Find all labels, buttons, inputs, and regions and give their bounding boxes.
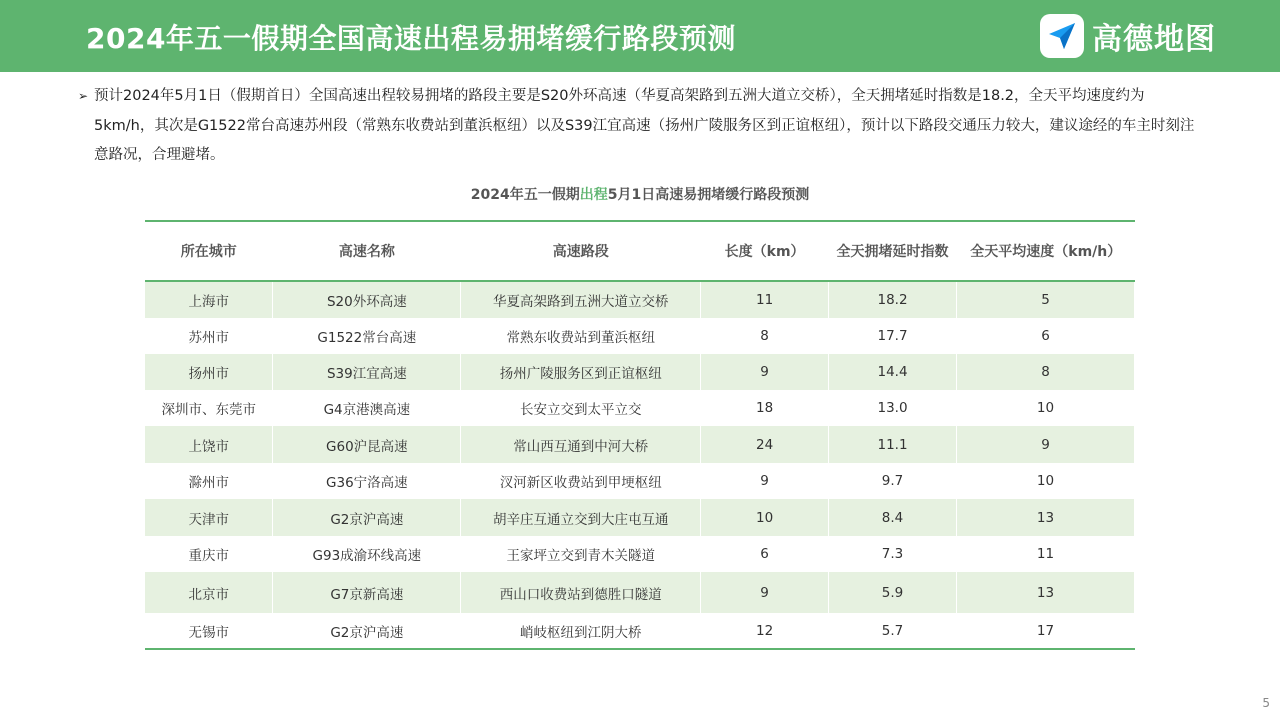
- table-row: [145, 463, 1135, 499]
- table-cell: 11: [957, 536, 1135, 572]
- table-cell: 滁州市: [145, 463, 273, 499]
- column-header: 全天平均速度（km/h）: [957, 221, 1135, 281]
- page-number: 5: [1262, 696, 1270, 710]
- table-header-row: [145, 221, 1135, 281]
- table-row: [145, 613, 1135, 649]
- table-cell: 12: [701, 613, 829, 649]
- table-cell: 9: [701, 572, 829, 613]
- column-header: 高速路段: [461, 221, 701, 281]
- table-cell: 24: [701, 426, 829, 463]
- navigation-arrow-icon: [1040, 14, 1084, 58]
- column-header: 全天拥堵延时指数: [829, 221, 957, 281]
- table-row: [145, 499, 1135, 536]
- table-cell: 14.4: [829, 354, 957, 390]
- table-cell: 北京市: [145, 572, 273, 613]
- table-cell: G93成渝环线高速: [273, 536, 461, 572]
- table-cell: 8: [701, 318, 829, 354]
- table-cell: 10: [701, 499, 829, 536]
- table-title-prefix: 2024年五一假期: [470, 187, 580, 203]
- table-row: [145, 354, 1135, 390]
- table-cell: 上饶市: [145, 426, 273, 463]
- table-cell: 13.0: [829, 390, 957, 426]
- table-cell: 扬州市: [145, 354, 273, 390]
- table-cell: 10: [957, 463, 1135, 499]
- table-cell: 6: [701, 536, 829, 572]
- column-header: 长度（km）: [701, 221, 829, 281]
- table-row: [145, 281, 1135, 318]
- table-cell: 无锡市: [145, 613, 273, 649]
- table-cell: 5.9: [829, 572, 957, 613]
- bullet-arrow-icon: ➢: [78, 89, 89, 103]
- table-row: [145, 536, 1135, 572]
- table-cell: 5.7: [829, 613, 957, 649]
- table-cell: 常熟东收费站到董浜枢纽: [461, 318, 701, 354]
- table-cell: 8.4: [829, 499, 957, 536]
- table-cell: 10: [957, 390, 1135, 426]
- table-cell: G4京港澳高速: [273, 390, 461, 426]
- logo-text: 高德地图: [1092, 22, 1216, 57]
- table-cell: G36宁洛高速: [273, 463, 461, 499]
- table-row: [145, 572, 1135, 613]
- page-title: 2024年五一假期全国高速出程易拥堵缓行路段预测: [86, 22, 736, 55]
- header-bar: [0, 0, 1280, 72]
- table-cell: G2京沪高速: [273, 499, 461, 536]
- summary-bullet: [78, 82, 1198, 171]
- table-cell: 17: [957, 613, 1135, 649]
- table-cell: 苏州市: [145, 318, 273, 354]
- table-cell: 9: [701, 354, 829, 390]
- table-cell: G60沪昆高速: [273, 426, 461, 463]
- table-cell: 13: [957, 572, 1135, 613]
- table-row: [145, 390, 1135, 426]
- table-title-highlight: 出程: [579, 187, 608, 203]
- table-cell: 西山口收费站到德胜口隧道: [461, 572, 701, 613]
- table-cell: 胡辛庄互通立交到大庄屯互通: [461, 499, 701, 536]
- table-cell: S39江宜高速: [273, 354, 461, 390]
- table-row: [145, 426, 1135, 463]
- table-cell: 5: [957, 281, 1135, 318]
- table-cell: 18: [701, 390, 829, 426]
- table-cell: 重庆市: [145, 536, 273, 572]
- table-cell: 18.2: [829, 281, 957, 318]
- table-cell: G1522常台高速: [273, 318, 461, 354]
- table-cell: 9.7: [829, 463, 957, 499]
- table-cell: 9: [701, 463, 829, 499]
- table-cell: 华夏高架路到五洲大道立交桥: [461, 281, 701, 318]
- table-row: [145, 318, 1135, 354]
- table-cell: 汊河新区收费站到甲埂枢纽: [461, 463, 701, 499]
- table-cell: 长安立交到太平立交: [461, 390, 701, 426]
- table-cell: 常山西互通到中河大桥: [461, 426, 701, 463]
- congestion-table: [145, 220, 1135, 650]
- table-cell: 上海市: [145, 281, 273, 318]
- column-header: 所在城市: [145, 221, 273, 281]
- amap-logo: [1040, 13, 1216, 59]
- table-cell: 11.1: [829, 426, 957, 463]
- table-cell: 17.7: [829, 318, 957, 354]
- table-cell: S20外环高速: [273, 281, 461, 318]
- table-cell: 7.3: [829, 536, 957, 572]
- table-cell: 扬州广陵服务区到正谊枢纽: [461, 354, 701, 390]
- table-cell: 13: [957, 499, 1135, 536]
- table-title-suffix: 5月1日高速易拥堵缓行路段预测: [607, 187, 810, 203]
- table-cell: 深圳市、东莞市: [145, 390, 273, 426]
- table-cell: 9: [957, 426, 1135, 463]
- summary-text: 预计2024年5月1日（假期首日）全国高速出程较易拥堵的路段主要是S20外环高速（华夏高架路到五洲大道立交桥），全天拥堵延时指数是18.2，全天平均速度约为5km/h，其次是G1522常台高速苏州段（常熟东收费站到董浜枢纽）以及S39江宜高速（扬州广陵服务区到正谊枢纽），预计以下路段交通压力较大，建议途经的车主时刻注意路况，合理避堵。: [94, 88, 1195, 163]
- table-cell: 11: [701, 281, 829, 318]
- table-cell: 6: [957, 318, 1135, 354]
- column-header: 高速名称: [273, 221, 461, 281]
- table-cell: 8: [957, 354, 1135, 390]
- table-cell: G2京沪高速: [273, 613, 461, 649]
- table-cell: 峭岐枢纽到江阴大桥: [461, 613, 701, 649]
- table-title: [145, 184, 1135, 204]
- table-cell: 王家坪立交到青木关隧道: [461, 536, 701, 572]
- table-cell: 天津市: [145, 499, 273, 536]
- table-cell: G7京新高速: [273, 572, 461, 613]
